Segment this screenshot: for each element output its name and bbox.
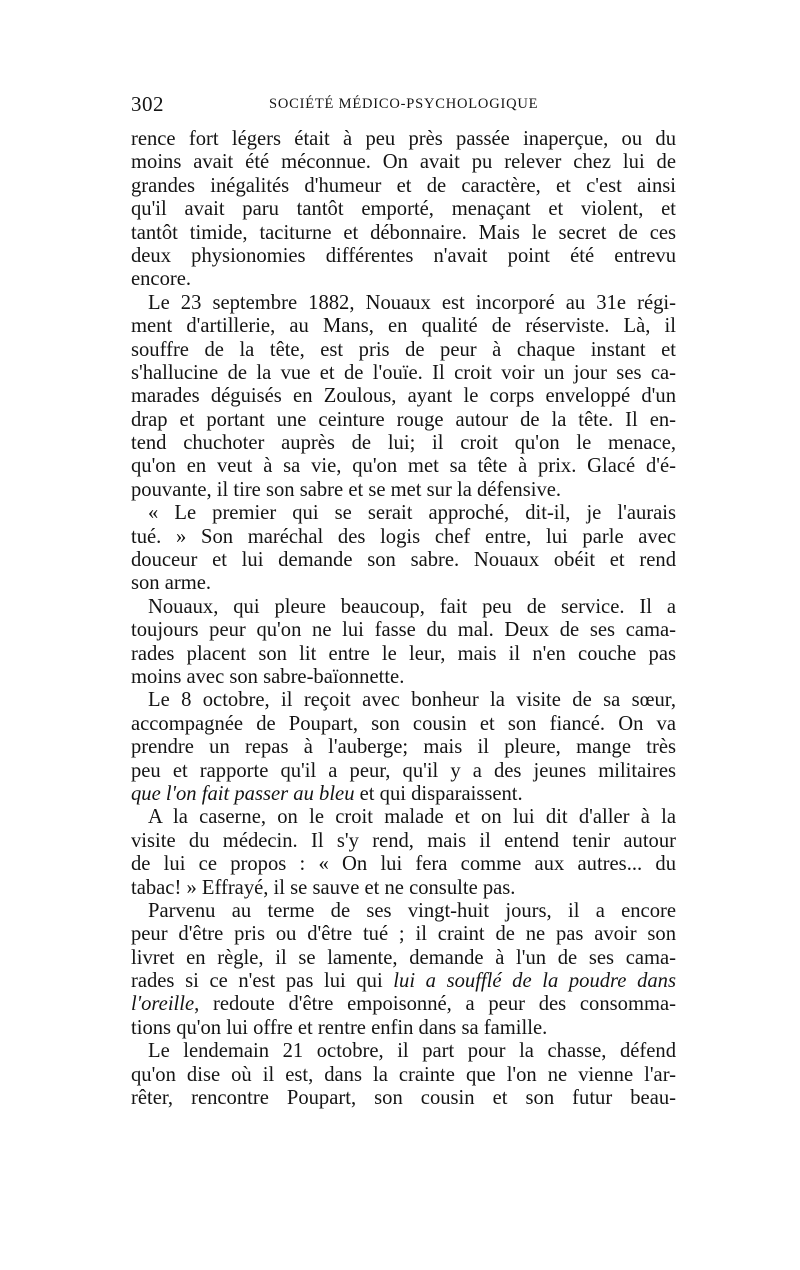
text-line: Nouaux, qui pleure beaucoup, fait peu de service. Il a — [148, 595, 676, 618]
text-line: accompagnée de Poupart, son cousin et son fiancé. On va — [131, 712, 676, 735]
text-line: qu'on en veut à sa vie, qu'on met sa tête à prix. Glacé d'é- — [131, 455, 676, 478]
text-line: Le 8 octobre, il reçoit avec bonheur la visite de sa sœur, — [148, 689, 676, 712]
text-line: tué. » Son maréchal des logis chef entre, lui parle avec — [131, 525, 676, 548]
text-line: Le lendemain 21 octobre, il part pour la chasse, défend — [148, 1040, 676, 1063]
text-line: marades déguisés en Zoulous, ayant le corps enveloppé d'un — [131, 385, 676, 408]
text-line: tantôt timide, taciturne et débonnaire. Mais le secret de ces — [131, 221, 676, 244]
italic-phrase: l'oreille — [131, 993, 195, 1016]
text-line: encore. — [131, 268, 192, 291]
text-line: grandes inégalités d'humeur et de caractère, et c'est ainsi — [131, 174, 676, 197]
running-head — [131, 92, 676, 122]
italic-phrase: que l'on fait passer au bleu — [131, 782, 355, 805]
text-line: tend chuchoter auprès de lui; il croit qu'on le menace, — [131, 432, 676, 455]
text-line: rades placent son lit entre le leur, mais il n'en couche pas — [131, 642, 676, 665]
text-line: son arme. — [131, 572, 212, 595]
text-line — [131, 970, 676, 993]
text-segment: rades si ce n'est pas lui qui — [131, 970, 394, 993]
text-line: tions qu'on lui offre et rentre enfin dans sa famille. — [131, 1016, 548, 1039]
text-segment: et qui disparaissent. — [354, 782, 523, 805]
text-line: souffre de la tête, est pris de peur à chaque instant et — [131, 338, 676, 361]
text-line: deux physionomies différentes n'avait point été entrevu — [131, 244, 676, 267]
text-line: drap et portant une ceinture rouge autour de la tête. Il en- — [131, 408, 676, 431]
body-text — [131, 128, 676, 1110]
text-line: Le 23 septembre 1882, Nouaux est incorporé au 31e régi- — [148, 291, 676, 314]
text-line: peu et rapporte qu'il a peur, qu'il y a des jeunes militaires — [131, 759, 676, 782]
text-line: de lui ce propos : « On lui fera comme aux autres... du — [131, 853, 676, 876]
journal-title: SOCIÉTÉ MÉDICO-PSYCHOLOGIQUE — [269, 96, 539, 112]
text-line: s'hallucine de la vue et de l'ouïe. Il croit voir un jour ses ca- — [131, 361, 676, 384]
text-line: rence fort légers était à peu près passée inaperçue, ou du — [131, 128, 676, 150]
text-line: qu'on dise où il est, dans la crainte que l'on ne vienne l'ar- — [131, 1063, 676, 1086]
text-line: toujours peur qu'on ne lui fasse du mal. Deux de ses cama- — [131, 619, 676, 642]
text-line: peur d'être pris ou d'être tué ; il craint de ne pas avoir son — [131, 923, 676, 946]
page-number: 302 — [131, 92, 164, 116]
text-segment: , redoute d'être empoisonné, a peur des consomma- — [194, 993, 676, 1016]
text-line: visite du médecin. Il s'y rend, mais il entend tenir autour — [131, 829, 676, 852]
text-line — [131, 993, 676, 1016]
italic-phrase: lui a soufflé de la poudre dans — [393, 970, 676, 993]
text-line — [131, 783, 676, 806]
text-line: moins avec son sabre-baïonnette. — [131, 665, 405, 688]
text-line: livret en règle, il se lamente, demande à l'un de ses cama- — [131, 946, 676, 969]
text-line: douceur et lui demande son sabre. Nouaux obéit et rend — [131, 549, 676, 572]
text-line: ment d'artillerie, au Mans, en qualité de réserviste. Là, il — [131, 315, 676, 338]
text-line: « Le premier qui se serait approché, dit-il, je l'aurais — [148, 502, 676, 525]
text-line: rêter, rencontre Poupart, son cousin et son futur beau- — [131, 1087, 676, 1110]
text-line: prendre un repas à l'auberge; mais il pleure, mange très — [131, 736, 676, 759]
text-line: pouvante, il tire son sabre et se met sur la défensive. — [131, 478, 562, 501]
text-line: A la caserne, on le croit malade et on lui dit d'aller à la — [148, 806, 676, 829]
text-line: qu'il avait paru tantôt emporté, menaçant et violent, et — [131, 198, 676, 221]
text-line: Parvenu au terme de ses vingt-huit jours, il a encore — [148, 899, 676, 922]
text-line: moins avait été méconnue. On avait pu relever chez lui de — [131, 151, 676, 174]
text-line: tabac! » Effrayé, il se sauve et ne consulte pas. — [131, 876, 516, 899]
